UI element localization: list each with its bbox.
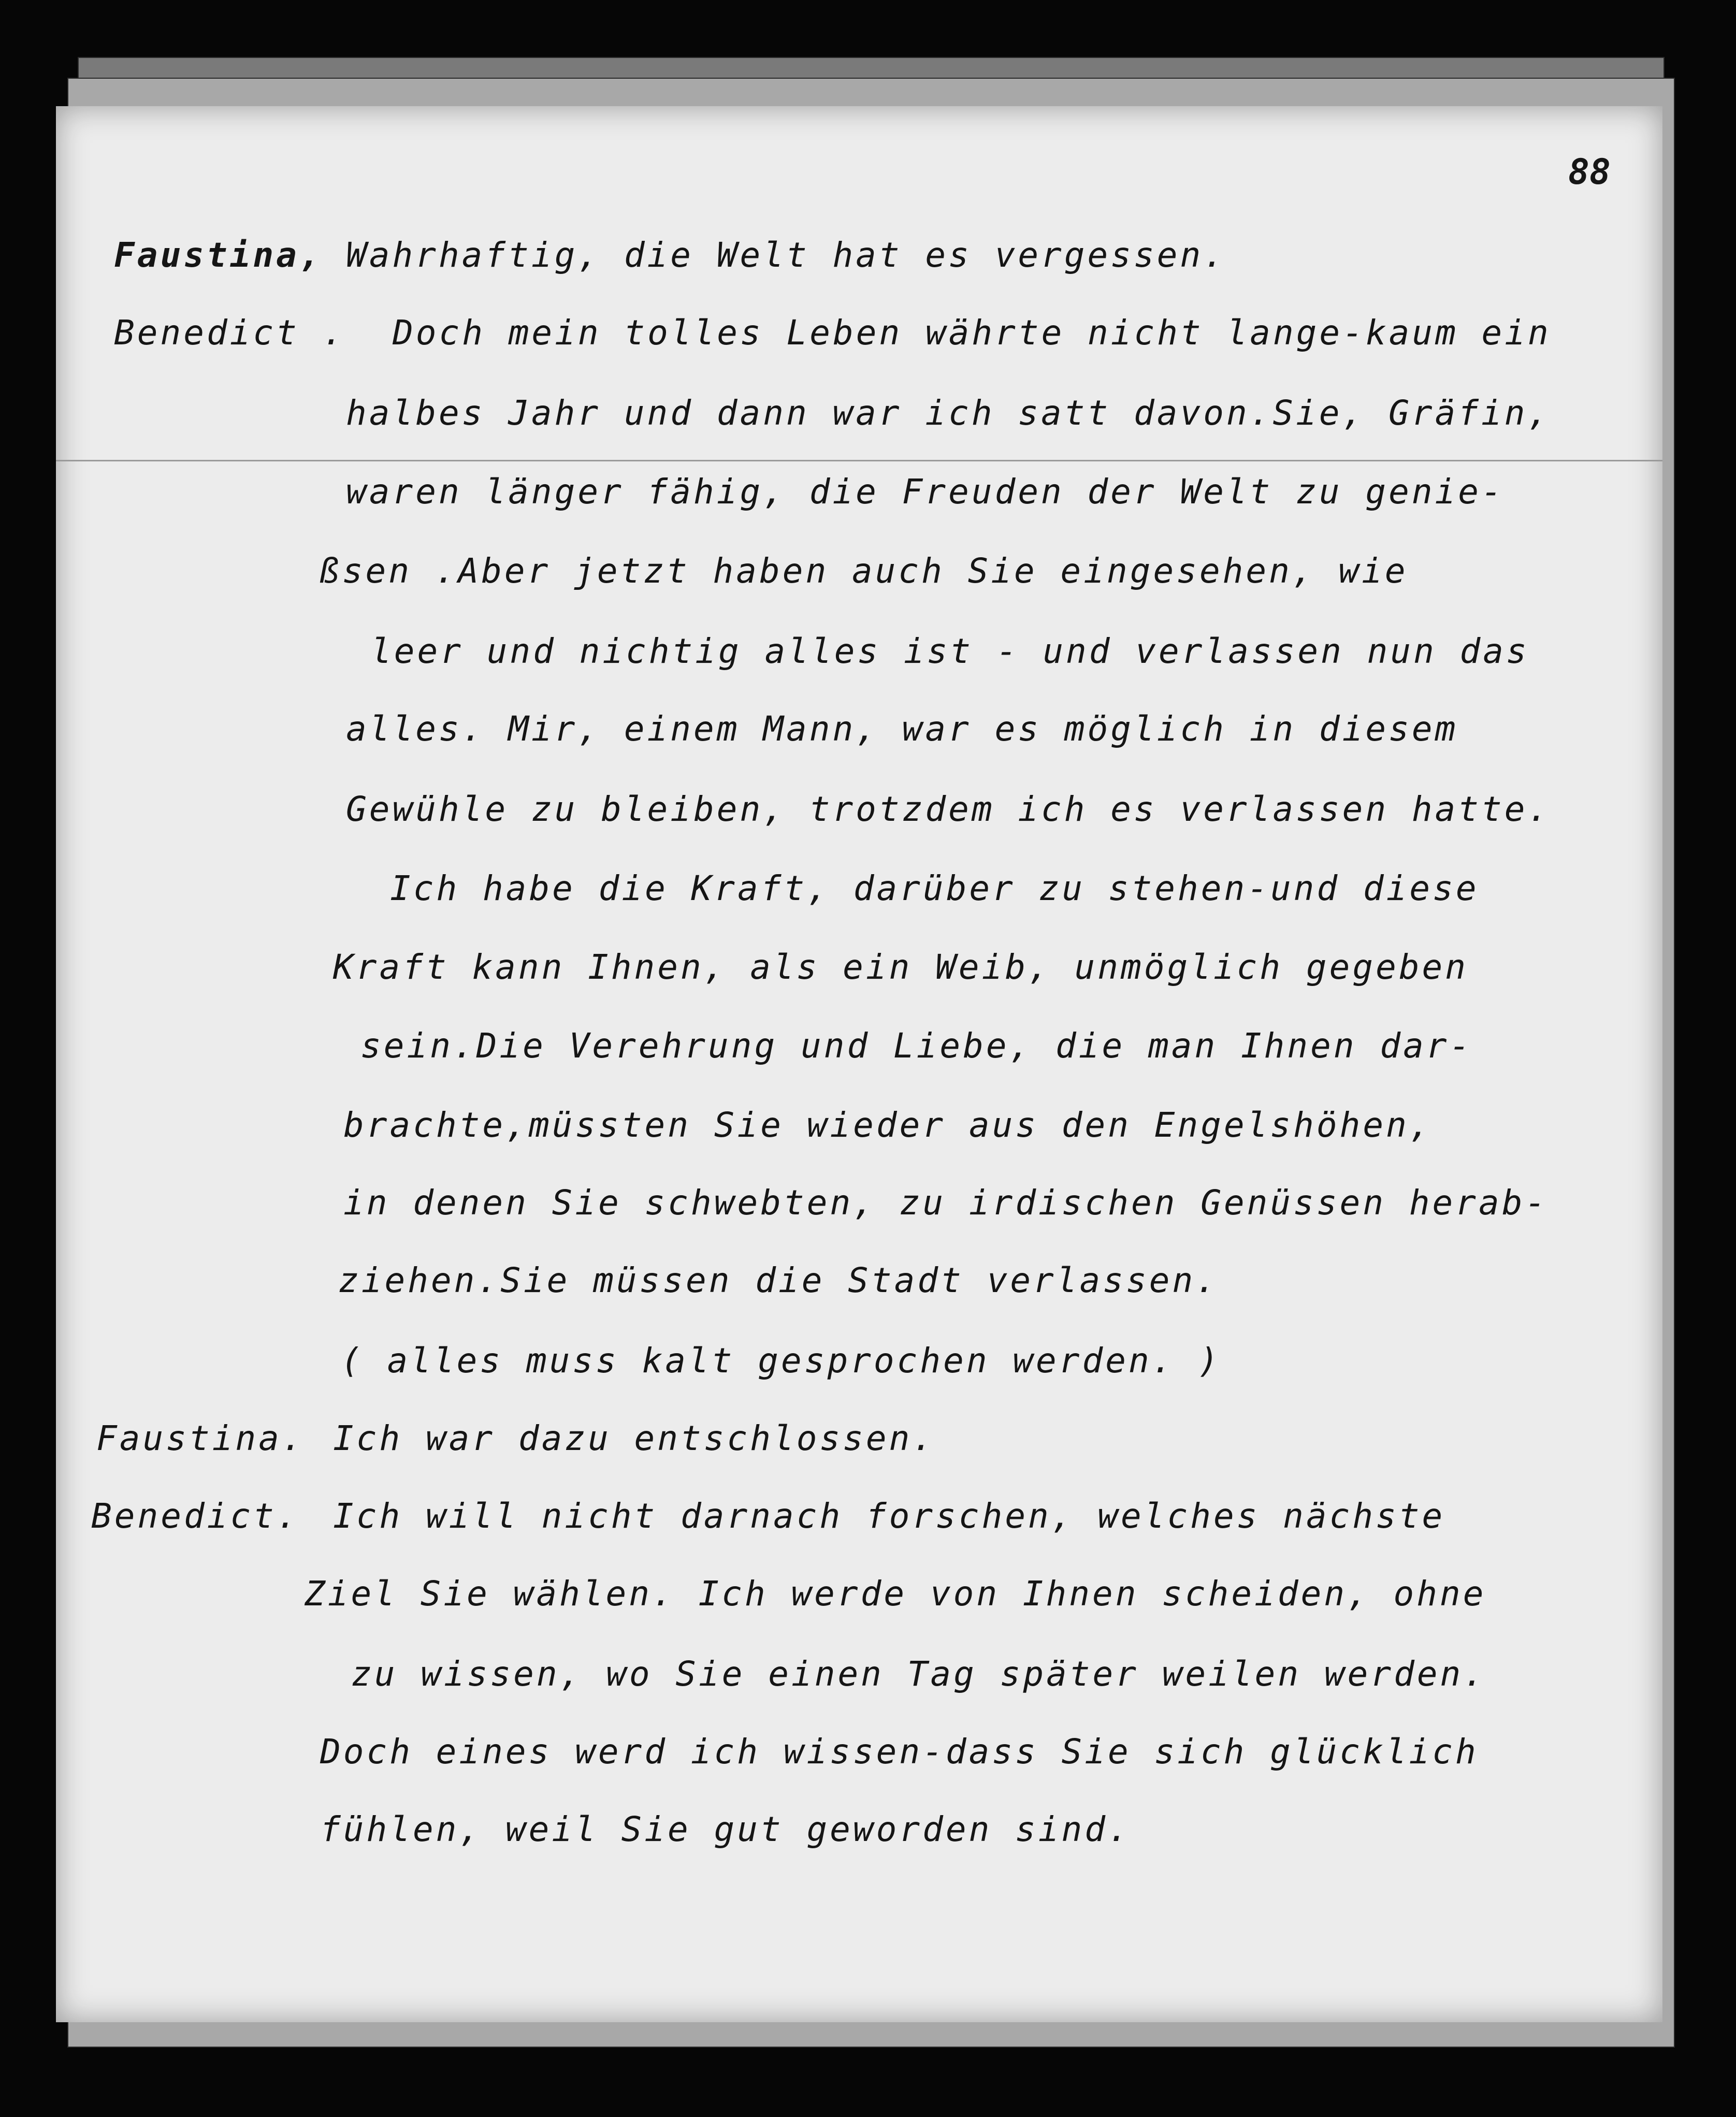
dialogue-line: sein.Die Verehrung und Liebe, die man Ihnen dar- — [360, 1026, 1473, 1066]
dialogue-line: Ich will nicht darnach forschen, welches nächste — [333, 1496, 1445, 1536]
dialogue-line: brachte,müssten Sie wieder aus den Engelshöhen, — [343, 1105, 1433, 1145]
stage-direction: ( alles muss kalt gesprochen werden. ) — [341, 1341, 1221, 1381]
sheet-fold-line — [56, 460, 1662, 461]
dialogue-line: ziehen.Sie müssen die Stadt verlassen. — [338, 1260, 1219, 1300]
speaker-label: Faustina. — [96, 1418, 305, 1458]
dialogue-line: fühlen, weil Sie gut geworden sind. — [320, 1809, 1131, 1849]
dialogue-line: Gewühle zu bleiben, trotzdem ich es verlassen hatte. — [346, 789, 1551, 829]
speaker-label: Benedict. — [91, 1496, 300, 1536]
dialogue-line: Wahrhaftig, die Welt hat es vergessen. — [346, 235, 1226, 275]
dialogue-line: zu wissen, wo Sie einen Tag später weilen werden. — [351, 1654, 1487, 1694]
dialogue-line: alles. Mir, einem Mann, war es möglich in diesem — [346, 709, 1458, 749]
dialogue-line: ßsen .Aber jetzt haben auch Sie eingesehen, wie — [319, 551, 1408, 591]
speaker-label: Benedict . — [114, 313, 346, 353]
dialogue-line: waren länger fähig, die Freuden der Welt zu genie- — [346, 472, 1504, 512]
dialogue-line: Ich war dazu entschlossen. — [333, 1418, 936, 1458]
speaker-label: Faustina, — [114, 235, 323, 275]
dialogue-line: leer und nichtig alles ist - und verlassen nun das — [371, 631, 1529, 671]
dialogue-line: Doch mein tolles Leben währte nicht lange-kaum ein — [393, 313, 1551, 353]
typescript-page — [56, 106, 1662, 2022]
page-number: 88 — [1568, 152, 1611, 193]
dialogue-line: Doch eines werd ich wissen-dass Sie sich glücklich — [320, 1732, 1479, 1772]
dialogue-line: Kraft kann Ihnen, als ein Weib, unmöglich gegeben — [333, 947, 1469, 987]
dialogue-line: Ich habe die Kraft, darüber zu stehen-und diese — [390, 868, 1479, 908]
dialogue-line: in denen Sie schwebten, zu irdischen Genüssen herab- — [343, 1183, 1549, 1223]
dialogue-line: halbes Jahr und dann war ich satt davon.Sie, Gräfin, — [346, 393, 1551, 433]
dialogue-line: Ziel Sie wählen. Ich werde von Ihnen scheiden, ohne — [305, 1574, 1486, 1614]
